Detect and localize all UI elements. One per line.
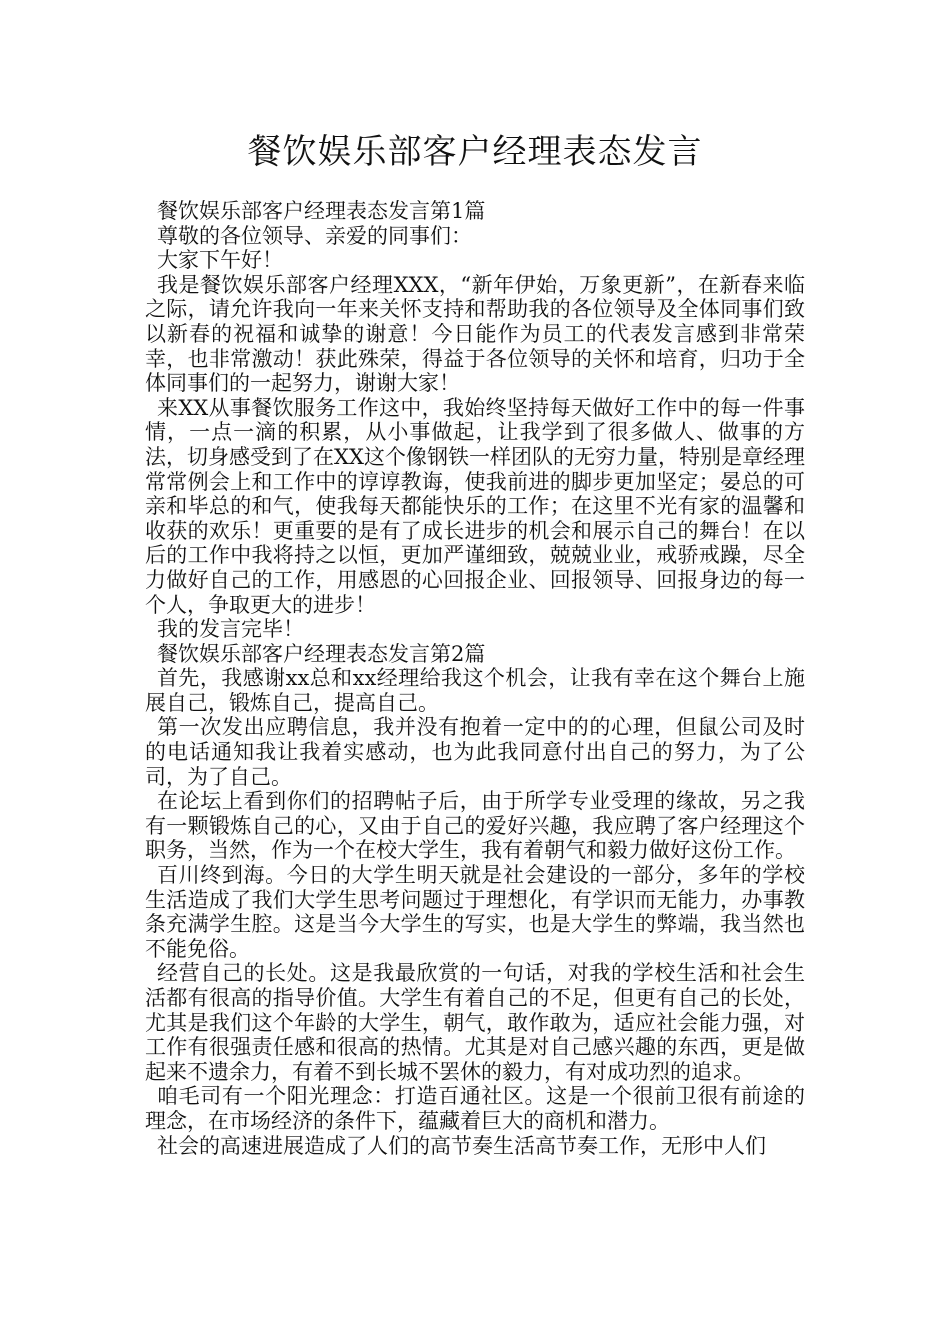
section-heading-2: 餐饮娱乐部客户经理表态发言第2篇 (157, 641, 486, 666)
paragraph: 百川终到海。今日的大学生明天就是社会建设的一部分，多年的学校生活造成了我们大学生思考问题过于理想化，有学识而无能力，办事教条充满学生腔。这是当今大学生的写实，也是大学生的弊端，我当然也不能免俗。 (145, 863, 805, 961)
paragraph: 咱毛司有一个阳光理念：打造百通社区。这是一个很前卫很有前途的理念，在市场经济的条件下，蕴藏着巨大的商机和潜力。 (145, 1084, 805, 1133)
paragraph: 来XX从事餐饮服务工作这中，我始终坚持每天做好工作中的每一件事情，一点一滴的积累，从小事做起，让我学到了很多做人、做事的方法，切身感受到了在XX这个像钢铁一样团队的无穷力量，特别是章经理常常例会上和工作中的谆谆教诲，使我前进的脚步更加坚定；晏总的可亲和毕总的和气，使我每天都能快乐的工作；在这里不光有家的温馨和收获的欢乐！更重要的是有了成长进步的机会和展示自己的舞台！在以后的工作中我将持之以恒，更加严谨细致，兢兢业业，戒骄戒躁，尽全力做好自己的工作，用感恩的心回报企业、回报领导、回报身边的每一个人，争取更大的进步！ (145, 395, 805, 617)
paragraph: 经营自己的长处。这是我最欣赏的一句话，对我的学校生活和社会生活都有很高的指导价值。大学生有着自己的不足，但更有自己的长处，尤其是我们这个年龄的大学生，朝气，敢作敢为，适应社会能力强，对工作有很强责任感和很高的热情。尤其是对自己感兴趣的东西，更是做起来不遗余力，有着不到长城不罢休的毅力，有对成功烈的追求。 (145, 961, 805, 1084)
document-body (145, 199, 805, 1158)
greeting: 大家下午好！ (157, 248, 283, 273)
paragraph: 首先，我感谢xx总和xx经理给我这个机会，让我有幸在这个舞台上施展自己，锻炼自己，提高自己。 (145, 666, 805, 715)
paragraph: 在论坛上看到你们的招聘帖子后，由于所学专业受理的缘故，另之我有一颗锻炼自己的心，又由于自己的爱好兴趣，我应聘了客户经理这个职务，当然，作为一个在校大学生，我有着朝气和毅力做好这份工作。 (145, 789, 805, 863)
closing-line: 我的发言完毕！ (157, 617, 304, 642)
document-title: 餐饮娱乐部客户经理表态发言 (247, 132, 703, 172)
paragraph: 第一次发出应聘信息，我并没有抱着一定中的的心理，但鼠公司及时的电话通知我让我着实感动，也为此我同意付出自己的努力，为了公司，为了自己。 (145, 715, 805, 789)
paragraph: 我是餐饮娱乐部客户经理XXX，“新年伊始，万象更新”，在新春来临之际，请允许我向一年来关怀支持和帮助我的各位领导及全体同事们致以新春的祝福和诚挚的谢意！今日能作为员工的代表发言感到非常荣幸，也非常激动！获此殊荣，得益于各位领导的关怀和培育，归功于全体同事们的一起努力，谢谢大家！ (145, 272, 805, 396)
salutation: 尊敬的各位领导、亲爱的同事们： (157, 223, 472, 248)
section-heading-1: 餐饮娱乐部客户经理表态发言第1篇 (157, 199, 486, 223)
paragraph: 社会的高速进展造成了人们的高节奏生活高节奏工作，无形中人们 (157, 1133, 766, 1158)
